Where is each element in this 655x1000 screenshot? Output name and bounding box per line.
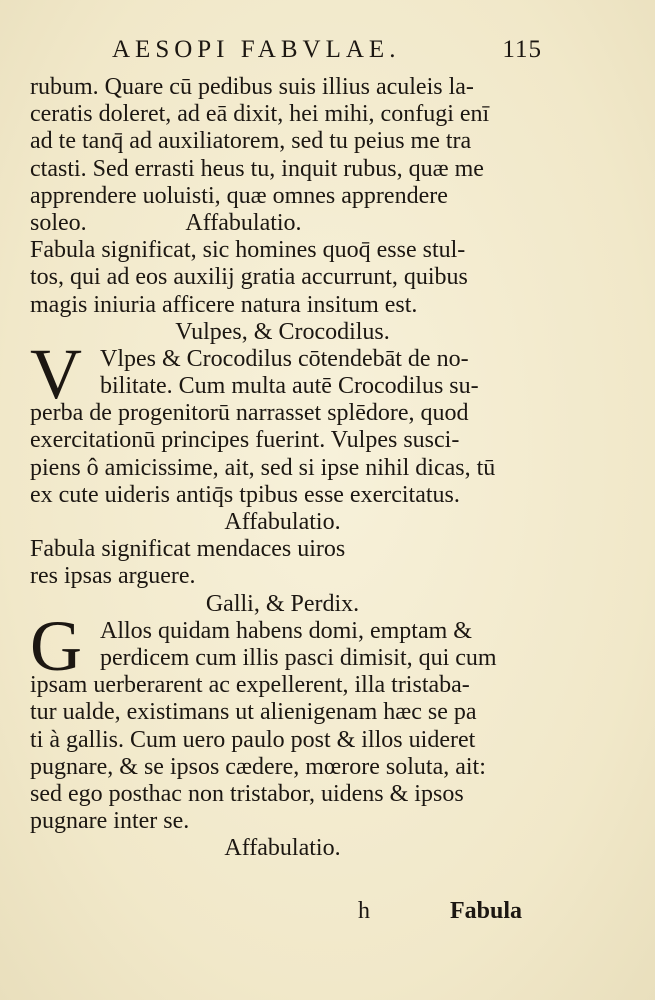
text-line: exercitationū principes fuerint. Vulpes susci- [30,427,460,454]
text-line: bilitate. Cum multa autē Crocodilus su- [100,373,479,400]
text-line: rubum. Quare cū pedibus suis illius aculeis la- [30,74,474,100]
text-line: apprendere uoluisti, quæ omnes apprendere [30,182,448,209]
running-header [112,36,542,68]
fable-title: Galli, & Perdix. [205,590,360,617]
drop-cap: G [30,605,82,686]
text-line: perba de progenitorū narrasset splēdore, quod [30,400,469,427]
text-line: pugnare, & se ipsos cædere, mœrore soluta, ait: [30,753,486,780]
text-line: perdicem cum illis pasci dimisit, qui cum [100,644,497,671]
text-line: ex cute uideris antiq̄s tpibus esse exercitatus. [30,481,460,508]
text-line: tur ualde, existimans ut alienigenam hæc se pa [30,699,477,726]
running-title: AESOPI FABVLAE. [112,36,401,63]
text-line: tos, qui ad eos auxilij gratia accurrunt, quibus [30,264,468,291]
text-line: ad te tanq̄ ad auxiliatorem, sed tu peius me tra [30,128,472,155]
text-line: soleo. [30,209,87,236]
text-line-with-heading [30,210,535,237]
text-line: piens ô amicissime, ait, sed si ipse nihil dicas, tū [30,454,496,481]
text-line: Vlpes & Crocodilus cōtendebāt de no- [100,345,469,372]
text-line: ctasti. Sed errasti heus tu, inquit rubus, quæ me [30,155,484,182]
text-line: sed ego posthac non tristabor, uidens & ipsos [30,780,464,807]
text-line: res ipsas arguere. [30,563,196,590]
text-line: magis iniuria afficere natura insitum est. [30,291,418,318]
moral-heading: Affabulatio. [185,209,302,236]
text-block [30,74,535,862]
text-line: Fabula significat mendaces uiros [30,536,346,563]
text-line: ceratis doleret, ad eā dixit, hei mihi, confugi enī [30,101,490,128]
signature-mark: h [358,898,370,924]
text-line: ti à gallis. Cum uero paulo post & illos uideret [30,726,476,753]
drop-cap: V [30,333,82,414]
text-line: Fabula significat, sic homines quoq̄ esse stul- [30,237,466,264]
text-line: Allos quidam habens domi, emptam & [100,617,472,644]
text-line: pugnare inter se. [30,808,190,835]
text-line: ipsam uerberarent ac expellerent, illa tristaba- [30,672,470,699]
moral-heading: Affabulatio. [224,835,341,862]
moral-heading: Affabulatio. [224,509,341,535]
catchword: Fabula [450,898,523,924]
fable-title: Vulpes, & Crocodilus. [175,318,390,345]
page-number: 115 [502,36,542,63]
